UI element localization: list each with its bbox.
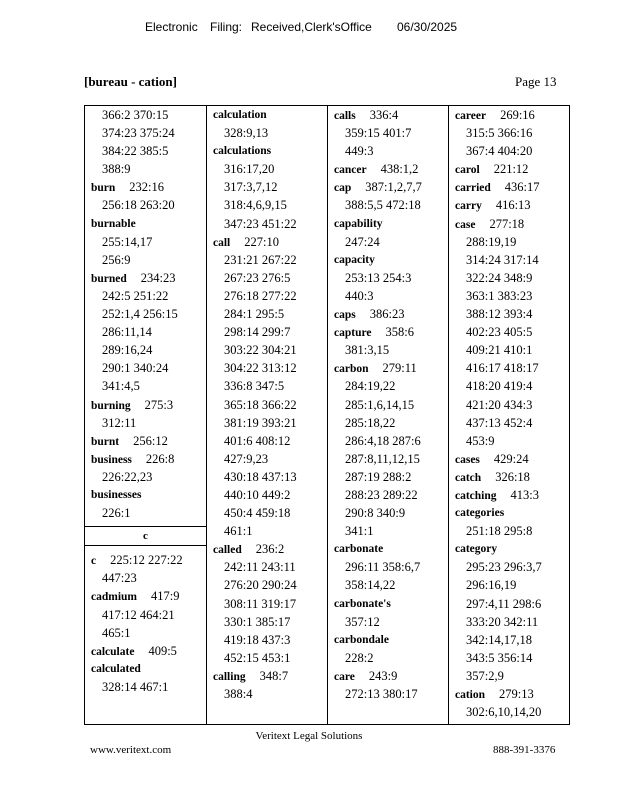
index-citation-line: 343:5 356:14	[466, 650, 533, 665]
index-entry	[85, 432, 206, 450]
index-term: calculation	[213, 109, 267, 121]
index-entry	[85, 660, 206, 678]
index-entry	[207, 667, 327, 685]
index-citation-line: 318:4,6,9,15	[224, 198, 287, 213]
index-term: caps	[334, 309, 356, 322]
header-date: 06/30/2025	[397, 20, 458, 34]
index-citation: 221:12	[493, 162, 529, 177]
index-entry	[328, 359, 448, 377]
index-citation-line: 303:22 304:21	[224, 343, 297, 358]
index-column-2	[206, 106, 327, 724]
index-citation-line: 302:6,10,14,20	[466, 705, 542, 720]
index-citation-line: 231:21 267:22	[224, 252, 297, 267]
index-entry	[85, 215, 206, 233]
index-citation-line: 296:11 358:6,7	[345, 560, 421, 575]
word-index-table	[84, 105, 570, 725]
index-citation: 275:3	[144, 397, 174, 412]
index-citation-line: 450:4 459:18	[224, 506, 291, 521]
index-citation-line: 256:9	[102, 252, 131, 267]
index-citation-line: 252:1,4 256:15	[102, 307, 178, 322]
index-term: calculated	[91, 662, 141, 675]
index-citation-line: 290:1 340:24	[102, 361, 169, 376]
index-citation-line: 226:1	[102, 506, 131, 521]
index-citation-line: 418:20 419:4	[466, 379, 533, 394]
index-entry	[449, 540, 569, 558]
index-citation: 227:10	[244, 234, 279, 249]
index-citation-line: 461:1	[224, 524, 253, 539]
index-entry	[449, 486, 569, 504]
index-citation-line: 440:3	[345, 288, 374, 303]
index-entry	[85, 450, 206, 468]
index-citation: 336:4	[369, 108, 399, 122]
index-term: catch	[455, 471, 482, 484]
index-citation-line: 296:16,19	[466, 578, 517, 593]
index-term: carried	[455, 182, 491, 195]
index-entry	[207, 106, 327, 124]
index-term: burning	[91, 399, 131, 412]
index-citation-line: 384:22 385:5	[102, 144, 169, 159]
index-citation-line: 284:19,22	[345, 379, 396, 394]
index-citation: 409:5	[148, 643, 177, 658]
index-citation-line: 341:1	[345, 524, 374, 539]
index-entry	[449, 106, 569, 124]
index-entry	[207, 540, 327, 558]
index-term: cases	[455, 453, 480, 466]
index-entry	[449, 160, 569, 178]
index-citation-line: 449:3	[345, 144, 374, 159]
index-citation: 277:18	[489, 216, 525, 231]
index-entry	[328, 251, 448, 269]
index-citation: 256:12	[133, 433, 168, 448]
index-citation-line: 304:22 313:12	[224, 361, 297, 376]
header-filing: Filing:	[210, 20, 243, 34]
index-term: cadmium	[91, 591, 137, 604]
index-citation-line: 312:11	[102, 415, 137, 430]
index-citation-line: 297:4,11 298:6	[466, 596, 542, 611]
index-citation: 417:9	[151, 589, 180, 604]
index-citation-line: 427:9,23	[224, 451, 269, 466]
index-entry	[328, 305, 448, 323]
index-entry	[328, 215, 448, 233]
index-term: case	[455, 218, 476, 231]
index-entry	[328, 160, 448, 178]
index-term: carry	[455, 200, 482, 213]
footer-website: www.veritext.com	[90, 744, 172, 756]
index-citation-line: 289:16,24	[102, 343, 153, 358]
index-entry	[449, 450, 569, 468]
index-citation: 438:1,2	[380, 162, 419, 177]
index-citation-line: 381:19 393:21	[224, 415, 297, 430]
index-entry	[85, 642, 206, 660]
index-citation-line: 285:18,22	[345, 415, 396, 430]
index-term: cap	[334, 182, 352, 195]
index-citation-line: 242:11 243:11	[224, 560, 296, 575]
index-entry	[449, 685, 569, 703]
index-citation: 436:17	[504, 180, 540, 195]
index-entry	[85, 551, 206, 569]
index-citation-line: 342:14,17,18	[466, 632, 532, 647]
header-electronic: Electronic	[145, 20, 198, 34]
index-citation-line: 272:13 380:17	[345, 687, 418, 701]
index-citation-line: 226:22,23	[102, 469, 153, 484]
index-citation-line: 440:10 449:2	[224, 487, 291, 502]
index-citation-line: 358:14,22	[345, 578, 396, 593]
index-citation-line: 247:24	[345, 234, 380, 249]
index-citation-line: 328:9,13	[224, 126, 269, 141]
index-range: [bureau - cation]	[84, 74, 177, 89]
index-entry	[328, 323, 448, 341]
index-term: calls	[334, 110, 356, 122]
index-citation-line: 416:17 418:17	[466, 361, 539, 376]
index-citation-line: 347:23 451:22	[224, 216, 297, 231]
index-citation-line: 381:3,15	[345, 343, 390, 358]
index-citation: 225:12 227:22	[110, 553, 183, 568]
index-citation-line: 359:15 401:7	[345, 126, 412, 141]
index-entry	[328, 595, 448, 613]
index-citation-line: 284:1 295:5	[224, 307, 285, 322]
index-citation: 243:9	[368, 668, 398, 683]
index-citation-line: 388:4	[224, 687, 253, 701]
index-term: calculate	[91, 645, 135, 658]
index-citation-line: 447:23	[102, 571, 137, 586]
footer-company: Veritext Legal Solutions	[255, 730, 363, 742]
index-entry	[449, 504, 569, 522]
index-entry	[85, 178, 206, 196]
index-citation-line: 286:11,14	[102, 325, 152, 340]
index-entry	[449, 468, 569, 486]
index-entry	[85, 269, 206, 287]
index-citation-line: 365:18 366:22	[224, 397, 297, 412]
index-citation-line: 409:21 410:1	[466, 343, 533, 358]
index-citation-line: 367:4 404:20	[466, 144, 533, 159]
index-entry	[207, 142, 327, 160]
index-term: call	[213, 236, 231, 249]
index-citation-line: 287:8,11,12,15	[345, 451, 420, 466]
index-citation-line: 419:18 437:3	[224, 632, 291, 647]
index-column-4	[448, 106, 569, 724]
index-citation-line: 276:18 277:22	[224, 288, 297, 303]
index-entry	[449, 196, 569, 214]
index-citation-line: 286:4,18 287:6	[345, 433, 421, 448]
index-term: c	[91, 555, 97, 568]
index-citation-line: 288:23 289:22	[345, 487, 418, 502]
index-citation: 234:23	[140, 270, 176, 285]
index-citation-line: 242:5 251:22	[102, 288, 169, 303]
index-citation-line: 298:14 299:7	[224, 325, 291, 340]
index-citation-line: 276:20 290:24	[224, 578, 297, 593]
index-entry	[449, 178, 569, 196]
index-entry	[328, 106, 448, 124]
index-citation-line: 251:18 295:8	[466, 524, 533, 539]
index-term: carbon	[334, 363, 369, 376]
index-term: calling	[213, 670, 246, 683]
index-citation-line: 452:15 453:1	[224, 650, 291, 665]
index-citation: 386:23	[369, 307, 405, 322]
index-entry	[328, 540, 448, 558]
index-citation: 279:11	[382, 361, 417, 376]
index-citation-line: 465:1	[102, 625, 131, 640]
index-citation-line: 333:20 342:11	[466, 614, 539, 629]
index-term: capture	[334, 327, 372, 340]
index-citation-line: 388:5,5 472:18	[345, 198, 421, 213]
index-citation: 236:2	[255, 542, 285, 557]
index-citation-line: 421:20 434:3	[466, 397, 533, 412]
index-term: care	[334, 670, 355, 683]
index-citation-line: 317:3,7,12	[224, 180, 278, 195]
index-term: categories	[455, 507, 505, 520]
index-citation: 416:13	[495, 198, 531, 213]
index-citation-line: 328:14 467:1	[102, 679, 169, 694]
index-citation: 326:18	[495, 469, 530, 484]
index-term: burnable	[91, 217, 136, 230]
index-term: cation	[455, 689, 486, 701]
index-term: business	[91, 453, 132, 466]
index-citation-line: 288:19,19	[466, 234, 517, 249]
index-citation-line: 330:1 385:17	[224, 614, 291, 629]
index-entry	[449, 215, 569, 233]
index-citation-line: 453:9	[466, 433, 495, 448]
index-entry	[85, 486, 206, 504]
index-entry	[328, 667, 448, 685]
index-citation-line: 290:8 340:9	[345, 506, 406, 521]
index-citation-line: 374:23 375:24	[102, 126, 175, 141]
index-entry	[85, 587, 206, 605]
index-term: carbonate's	[334, 597, 391, 610]
index-entry	[328, 631, 448, 649]
index-citation: 279:13	[499, 687, 534, 701]
index-term: capability	[334, 217, 383, 230]
index-citation: 269:16	[500, 108, 535, 122]
index-citation-line: 267:23 276:5	[224, 270, 291, 285]
index-column-1	[85, 106, 206, 724]
index-citation-line: 417:12 464:21	[102, 607, 175, 622]
index-term: called	[213, 544, 242, 557]
index-citation-line: 401:6 408:12	[224, 433, 291, 448]
index-citation: 348:7	[259, 668, 289, 683]
index-term: businesses	[91, 488, 142, 501]
index-citation-line: 437:13 452:4	[466, 415, 533, 430]
index-term: carol	[455, 164, 480, 177]
index-citation-line: 363:1 383:23	[466, 288, 533, 303]
index-term: calculations	[213, 145, 272, 158]
index-term: carbondale	[334, 633, 389, 646]
index-term: catching	[455, 489, 497, 502]
index-column-3	[327, 106, 448, 724]
index-citation-line: 316:17,20	[224, 162, 275, 177]
index-citation: 387:1,2,7,7	[365, 180, 422, 195]
index-citation-line: 322:24 348:9	[466, 270, 533, 285]
index-citation-line: 388:12 393:4	[466, 307, 533, 322]
index-term: capacity	[334, 253, 375, 266]
index-citation-line: 315:5 366:16	[466, 126, 533, 141]
index-citation: 358:6	[385, 325, 414, 340]
index-term: burned	[91, 272, 127, 285]
index-citation-line: 256:18 263:20	[102, 198, 175, 213]
index-citation-line: 341:4,5	[102, 379, 140, 394]
page-number: Page 13	[515, 74, 557, 89]
index-term: burnt	[91, 435, 120, 448]
index-citation-line: 388:9	[102, 162, 131, 177]
index-term: category	[455, 543, 498, 556]
index-citation-line: 253:13 254:3	[345, 270, 412, 285]
index-citation: 232:16	[129, 180, 165, 195]
index-term: burn	[91, 182, 116, 195]
index-term: carbonate	[334, 543, 384, 556]
index-citation-line: 255:14,17	[102, 234, 153, 249]
index-entry	[328, 178, 448, 196]
header-received: Received,Clerk'sOffice	[251, 20, 372, 34]
index-citation-line: 336:8 347:5	[224, 379, 285, 394]
index-citation-line: 357:12	[345, 614, 380, 629]
index-entry	[207, 233, 327, 251]
index-citation: 226:8	[145, 451, 175, 466]
index-term: cancer	[334, 164, 367, 177]
section-letter-header: c	[85, 526, 206, 546]
index-entry	[85, 396, 206, 414]
index-citation-line: 295:23 296:3,7	[466, 560, 542, 575]
index-term: career	[455, 110, 487, 122]
index-citation: 429:24	[493, 451, 529, 466]
index-citation-line: 287:19 288:2	[345, 469, 412, 484]
index-citation-line: 285:1,6,14,15	[345, 397, 415, 412]
index-citation-line: 430:18 437:13	[224, 469, 297, 484]
index-citation-line: 228:2	[345, 650, 374, 665]
index-citation-line: 314:24 317:14	[466, 252, 539, 267]
index-citation-line: 357:2,9	[466, 668, 504, 683]
index-citation-line: 308:11 319:17	[224, 596, 297, 611]
index-citation-line: 402:23 405:5	[466, 325, 533, 340]
index-citation: 413:3	[510, 487, 540, 502]
footer-phone: 888-391-3376	[493, 744, 556, 756]
index-citation-line: 366:2 370:15	[102, 108, 169, 122]
